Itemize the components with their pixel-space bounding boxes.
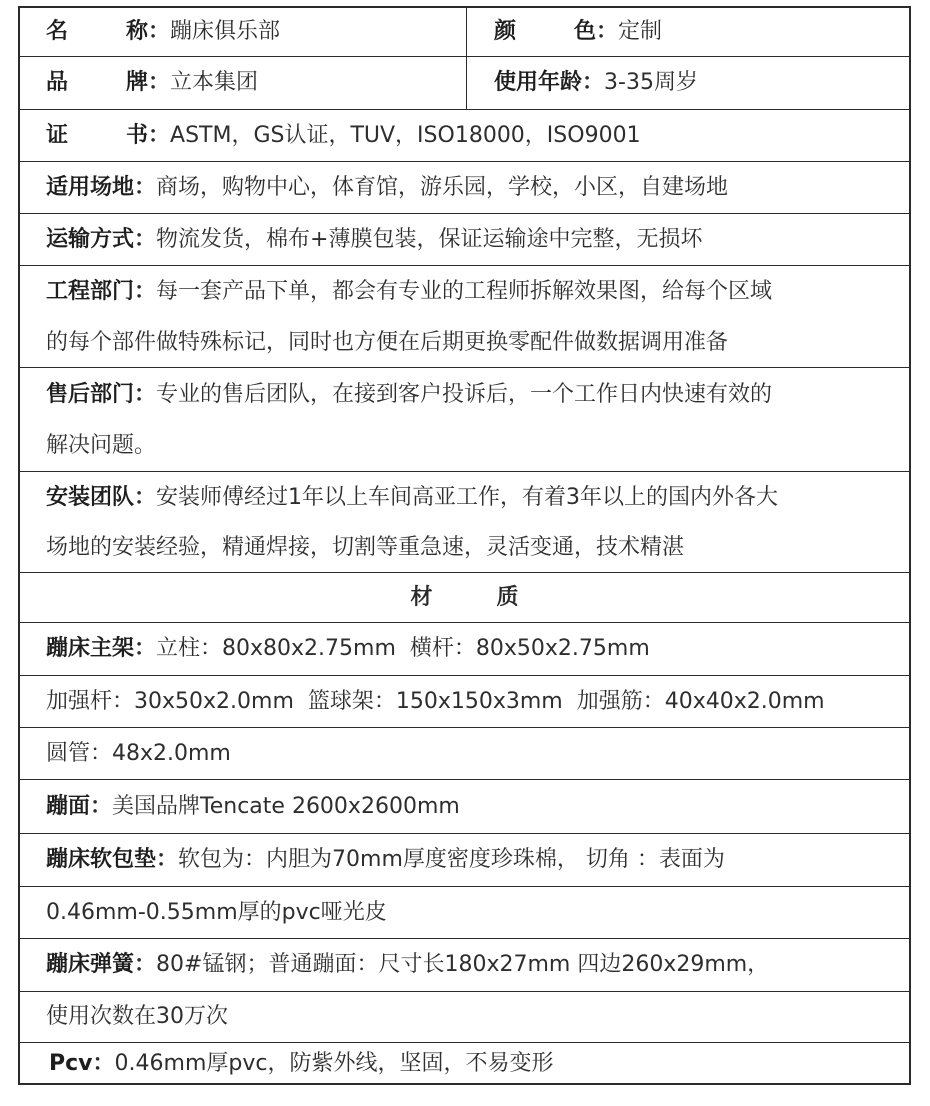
pad-value-line1: 软包为：内胆为70mm厚度密度珍珠棉， 切角 ：表面为 (178, 847, 725, 872)
row-install-2 (20, 524, 909, 573)
row-shipping (20, 214, 909, 266)
engineering-cont-cell (20, 318, 728, 367)
venue-colon: ： (134, 174, 157, 200)
row-bars (20, 676, 909, 728)
row-frame (20, 623, 909, 676)
spring-cont-cell (20, 992, 228, 1042)
surface-label: 蹦面 (46, 793, 91, 819)
row-pad-2 (20, 887, 909, 939)
venue-label: 适用场地 (46, 174, 135, 200)
row-aftersales-2 (20, 421, 909, 472)
surface-value: 美国品牌Tencate 2600x2600mm (112, 793, 460, 819)
surface-colon: ： (90, 793, 113, 819)
frame-cell (20, 623, 650, 675)
row-engineering-1 (20, 266, 909, 318)
cert-value: ASTM，GS认证，TUV，ISO18000，ISO9001 (170, 122, 641, 148)
row-spring-1 (20, 939, 909, 992)
color-colon: ： (596, 19, 619, 44)
cert-label: 证 书 (46, 122, 148, 148)
spec-table (18, 6, 911, 1085)
shipping-colon: ： (134, 226, 157, 252)
cert-cell (20, 110, 641, 161)
install-colon: ： (134, 485, 157, 510)
row-install-1 (20, 472, 909, 524)
frame-colon: ： (134, 636, 157, 661)
row-spring-2 (20, 992, 909, 1043)
venue-value: 商场，购物中心，体育馆，游乐园，学校，小区，自建场地 (156, 174, 729, 200)
brand-cell (20, 57, 467, 109)
pad-colon: ： (156, 847, 179, 872)
engineering-cell (20, 266, 772, 318)
install-value-line2: 场地的安装经验，精通焊接，切割等重急速，灵活变通，技术精湛 (46, 535, 685, 560)
age-colon: ： (582, 70, 605, 95)
brand-value: 立本集团 (170, 70, 259, 95)
name-colon: ： (148, 19, 171, 44)
frame-label: 蹦床主架 (46, 636, 135, 661)
row-surface (20, 780, 909, 834)
aftersales-cont-cell (20, 421, 156, 471)
pad-cell (20, 834, 725, 886)
material-heading (20, 573, 909, 623)
bars-value: 加强杆：30x50x2.0mm 篮球架：150x150x3mm 加强筋：40x40x2.0mm (46, 688, 825, 714)
aftersales-cell (20, 368, 772, 421)
install-cell (20, 472, 778, 524)
frame-value: 立柱：80x80x2.75mm 横杆：80x50x2.75mm (156, 636, 650, 661)
engineering-label: 工程部门 (46, 279, 135, 304)
pvc-label: Pcv (49, 1051, 93, 1076)
material-heading-b: 质 (496, 584, 519, 610)
row-cert (20, 110, 909, 162)
row-pad-1 (20, 834, 909, 887)
pvc-value: 0.46mm厚pvc，防紫外线，坚固，不易变形 (114, 1051, 554, 1076)
engineering-value-line1: 每一套产品下单，都会有专业的工程师拆解效果图，给每个区域 (156, 279, 773, 304)
aftersales-colon: ： (134, 381, 157, 407)
name-label: 名 称 (46, 19, 148, 44)
name-value: 蹦床俱乐部 (170, 19, 281, 44)
pvc-cell (20, 1043, 553, 1085)
shipping-value: 物流发货，棉布+薄膜包装，保证运输途中完整，无损坏 (156, 226, 703, 252)
row-engineering-2 (20, 318, 909, 368)
pad-label: 蹦床软包垫 (46, 847, 157, 872)
shipping-cell (20, 214, 702, 265)
aftersales-label: 售后部门 (46, 381, 135, 407)
brand-colon: ： (148, 70, 171, 95)
venue-cell (20, 162, 728, 213)
color-label: 颜 色 (494, 19, 596, 44)
age-value: 3-35周岁 (604, 70, 698, 95)
install-label: 安装团队 (46, 485, 135, 510)
row-brand-age (20, 57, 909, 110)
row-name-color (20, 8, 909, 57)
name-cell (20, 8, 467, 56)
color-cell (467, 8, 909, 56)
tube-value: 圆管：48x2.0mm (46, 740, 231, 766)
aftersales-value-line2: 解决问题。 (46, 433, 157, 458)
shipping-label: 运输方式 (46, 226, 135, 252)
pvc-colon: ： (92, 1051, 115, 1076)
surface-cell (20, 780, 460, 833)
bars-cell (20, 676, 825, 727)
color-value: 定制 (618, 19, 663, 44)
brand-label: 品 牌 (46, 70, 148, 95)
engineering-colon: ： (134, 279, 157, 304)
install-value-line1: 安装师傅经过1年以上车间高亚工作，有着3年以上的国内外各大 (156, 485, 779, 510)
age-cell (467, 57, 909, 109)
pad-value-line2: 0.46mm-0.55mm厚的pvc哑光皮 (46, 899, 387, 925)
row-venue (20, 162, 909, 214)
engineering-value-line2: 的每个部件做特殊标记，同时也方便在后期更换零配件做数据调用准备 (46, 329, 729, 355)
spring-value-line1: 80#锰钢；普通蹦面：尺寸长180x27mm 四边260x29mm， (156, 952, 770, 977)
spring-cell (20, 939, 769, 991)
row-aftersales-1 (20, 368, 909, 421)
tube-cell (20, 728, 231, 779)
spring-colon: ： (134, 952, 157, 977)
spring-label: 蹦床弹簧 (46, 952, 135, 977)
aftersales-value-line1: 专业的售后团队，在接到客户投诉后，一个工作日内快速有效的 (156, 381, 773, 407)
material-heading-a: 材 (410, 584, 433, 610)
row-pvc (20, 1043, 909, 1085)
row-tube (20, 728, 909, 780)
spring-value-line2: 使用次数在30万次 (46, 1004, 228, 1029)
cert-colon: ： (148, 122, 171, 148)
age-label: 使用年龄 (494, 70, 583, 95)
install-cont-cell (20, 524, 684, 572)
pad-cont-cell (20, 887, 387, 938)
